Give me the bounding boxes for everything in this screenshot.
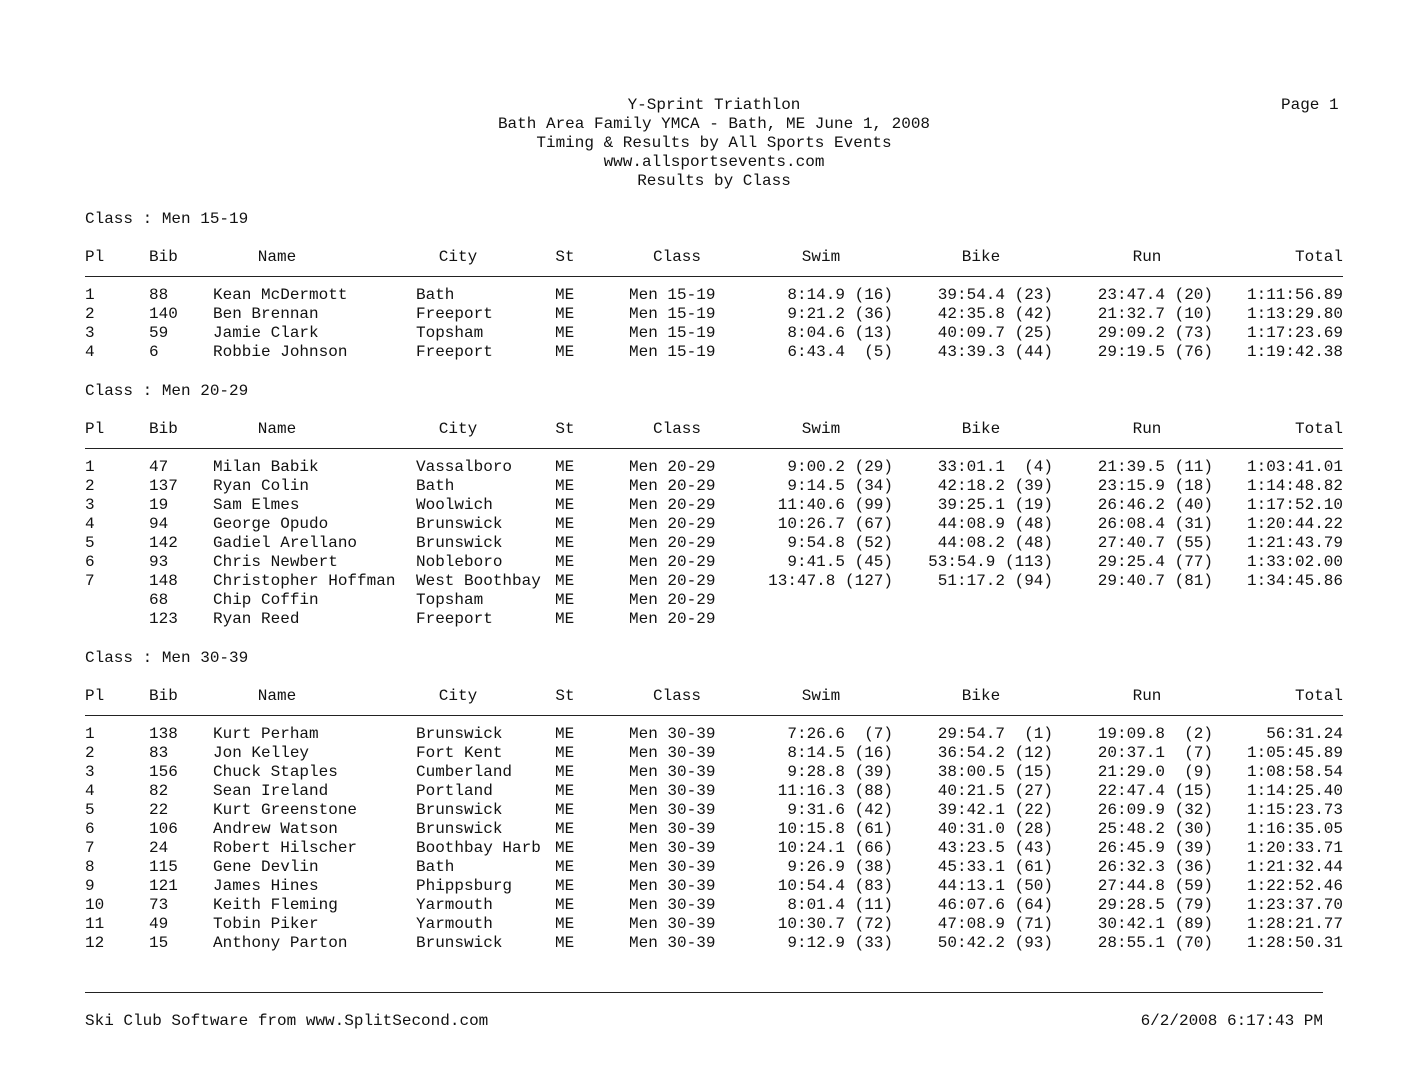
cell-bib: 59 — [149, 324, 169, 342]
cell-swim: 9:12.9 (33) — [787, 934, 893, 952]
column-header-class: Class — [652, 687, 702, 705]
cell-pl: 6 — [85, 820, 95, 838]
cell-run: 26:32.3 (36) — [1097, 858, 1213, 876]
cell-class: Men 30-39 — [629, 782, 716, 800]
cell-run: 23:47.4 (20) — [1097, 286, 1213, 304]
cell-swim: 11:40.6 (99) — [777, 496, 893, 514]
cell-bib: 93 — [149, 553, 169, 571]
cell-city: Phippsburg — [416, 877, 513, 895]
cell-bib: 121 — [149, 877, 178, 895]
cell-name: Milan Babik — [213, 458, 319, 476]
cell-swim: 10:15.8 (61) — [777, 820, 893, 838]
column-header-city: City — [438, 687, 478, 705]
cell-swim: 9:21.2 (36) — [787, 305, 893, 323]
cell-bib: 73 — [149, 896, 169, 914]
cell-city: Bath — [416, 858, 455, 876]
column-header-total: Total — [1294, 420, 1343, 438]
cell-class: Men 30-39 — [629, 934, 716, 952]
class-heading: Class : Men 15-19 — [85, 210, 249, 228]
cell-bike: 51:17.2 (94) — [937, 572, 1053, 590]
cell-total: 1:28:21.77 — [1246, 915, 1343, 933]
cell-city: Topsham — [416, 324, 484, 342]
cell-class: Men 20-29 — [629, 572, 716, 590]
cell-swim: 9:54.8 (52) — [787, 534, 893, 552]
report-title: Y-Sprint Triathlon — [627, 96, 801, 114]
cell-city: Yarmouth — [416, 915, 493, 933]
cell-swim: 9:28.8 (39) — [787, 763, 893, 781]
cell-run: 25:48.2 (30) — [1097, 820, 1213, 838]
cell-bib: 22 — [149, 801, 169, 819]
cell-bike: 44:08.9 (48) — [937, 515, 1053, 533]
cell-bike: 42:18.2 (39) — [937, 477, 1053, 495]
cell-pl: 5 — [85, 534, 95, 552]
cell-st: ME — [555, 934, 575, 952]
cell-run: 19:09.8 (2) — [1097, 725, 1213, 743]
cell-city: West Boothbay — [416, 572, 541, 590]
cell-city: Vassalboro — [416, 458, 513, 476]
class-heading: Class : Men 30-39 — [85, 649, 249, 667]
cell-st: ME — [555, 286, 575, 304]
cell-city: Fort Kent — [416, 744, 503, 762]
cell-name: Sean Ireland — [213, 782, 329, 800]
cell-swim: 10:30.7 (72) — [777, 915, 893, 933]
cell-st: ME — [555, 324, 575, 342]
cell-total: 1:05:45.89 — [1246, 744, 1343, 762]
cell-class: Men 30-39 — [629, 763, 716, 781]
cell-class: Men 15-19 — [629, 324, 716, 342]
cell-run: 27:40.7 (55) — [1097, 534, 1213, 552]
cell-bib: 24 — [149, 839, 169, 857]
cell-class: Men 30-39 — [629, 744, 716, 762]
cell-bib: 156 — [149, 763, 178, 781]
cell-bib: 115 — [149, 858, 178, 876]
cell-st: ME — [555, 534, 575, 552]
cell-name: Jamie Clark — [213, 324, 319, 342]
cell-st: ME — [555, 477, 575, 495]
cell-bike: 39:25.1 (19) — [937, 496, 1053, 514]
cell-total: 1:23:37.70 — [1246, 896, 1343, 914]
cell-bib: 83 — [149, 744, 169, 762]
cell-name: Jon Kelley — [213, 744, 310, 762]
cell-bib: 19 — [149, 496, 169, 514]
cell-st: ME — [555, 572, 575, 590]
cell-swim: 11:16.3 (88) — [777, 782, 893, 800]
column-header-bib: Bib — [149, 420, 178, 438]
cell-total: 1:15:23.73 — [1246, 801, 1343, 819]
column-header-bib: Bib — [149, 248, 178, 266]
cell-bike: 53:54.9 (113) — [928, 553, 1053, 571]
cell-st: ME — [555, 858, 575, 876]
cell-swim: 8:14.5 (16) — [787, 744, 893, 762]
cell-bib: 140 — [149, 305, 178, 323]
column-header-run: Run — [1132, 420, 1162, 438]
cell-pl: 4 — [85, 343, 95, 361]
column-header-run: Run — [1132, 248, 1162, 266]
cell-class: Men 30-39 — [629, 820, 716, 838]
cell-city: Woolwich — [416, 496, 493, 514]
cell-run: 21:39.5 (11) — [1097, 458, 1213, 476]
column-header-st: St — [555, 687, 575, 705]
cell-class: Men 20-29 — [629, 496, 716, 514]
cell-st: ME — [555, 305, 575, 323]
cell-total: 1:19:42.38 — [1246, 343, 1343, 361]
cell-total: 1:22:52.46 — [1246, 877, 1343, 895]
cell-class: Men 30-39 — [629, 725, 716, 743]
cell-swim: 7:26.6 (7) — [787, 725, 893, 743]
cell-total: 1:17:52.10 — [1246, 496, 1343, 514]
cell-pl: 7 — [85, 839, 95, 857]
cell-pl: 7 — [85, 572, 95, 590]
cell-bike: 33:01.1 (4) — [937, 458, 1053, 476]
cell-bike: 29:54.7 (1) — [937, 725, 1053, 743]
cell-total: 1:13:29.80 — [1246, 305, 1343, 323]
cell-st: ME — [555, 610, 575, 628]
cell-run: 29:25.4 (77) — [1097, 553, 1213, 571]
cell-st: ME — [555, 725, 575, 743]
cell-total: 56:31.24 — [1266, 725, 1343, 743]
cell-name: James Hines — [213, 877, 319, 895]
cell-pl: 6 — [85, 553, 95, 571]
cell-pl: 1 — [85, 458, 95, 476]
cell-city: Brunswick — [416, 515, 503, 533]
cell-run: 21:29.0 (9) — [1097, 763, 1213, 781]
website-line: www.allsportsevents.com — [603, 153, 825, 171]
cell-class: Men 15-19 — [629, 305, 716, 323]
page-number: Page 1 — [1281, 96, 1339, 114]
cell-st: ME — [555, 877, 575, 895]
column-header-name: Name — [257, 687, 297, 705]
cell-class: Men 30-39 — [629, 858, 716, 876]
cell-st: ME — [555, 839, 575, 857]
cell-bib: 49 — [149, 915, 169, 933]
cell-class: Men 20-29 — [629, 610, 716, 628]
cell-city: Nobleboro — [416, 553, 503, 571]
cell-bike: 39:42.1 (22) — [937, 801, 1053, 819]
cell-name: Gadiel Arellano — [213, 534, 358, 552]
cell-class: Men 30-39 — [629, 915, 716, 933]
cell-total: 1:20:44.22 — [1246, 515, 1343, 533]
cell-run: 22:47.4 (15) — [1097, 782, 1213, 800]
cell-name: Anthony Parton — [213, 934, 348, 952]
cell-run: 29:09.2 (73) — [1097, 324, 1213, 342]
cell-bike: 43:39.3 (44) — [937, 343, 1053, 361]
cell-class: Men 20-29 — [629, 515, 716, 533]
cell-name: Chris Newbert — [213, 553, 338, 571]
cell-total: 1:28:50.31 — [1246, 934, 1343, 952]
cell-name: Tobin Piker — [213, 915, 319, 933]
cell-city: Bath — [416, 286, 455, 304]
cell-name: Christopher Hoffman — [213, 572, 396, 590]
cell-run: 28:55.1 (70) — [1097, 934, 1213, 952]
cell-bib: 123 — [149, 610, 178, 628]
cell-bike: 44:08.2 (48) — [937, 534, 1053, 552]
cell-run: 26:08.4 (31) — [1097, 515, 1213, 533]
cell-bike: 36:54.2 (12) — [937, 744, 1053, 762]
cell-run: 26:46.2 (40) — [1097, 496, 1213, 514]
cell-st: ME — [555, 801, 575, 819]
cell-swim: 9:26.9 (38) — [787, 858, 893, 876]
cell-name: Robert Hilscher — [213, 839, 358, 857]
cell-st: ME — [555, 915, 575, 933]
cell-total: 1:20:33.71 — [1246, 839, 1343, 857]
cell-pl: 1 — [85, 725, 95, 743]
column-header-bike: Bike — [961, 687, 1001, 705]
cell-total: 1:03:41.01 — [1246, 458, 1343, 476]
cell-name: Ben Brennan — [213, 305, 319, 323]
cell-name: Ryan Reed — [213, 610, 300, 628]
footer-software: Ski Club Software from www.SplitSecond.com — [85, 1012, 489, 1030]
cell-bike: 38:00.5 (15) — [937, 763, 1053, 781]
cell-name: Andrew Watson — [213, 820, 338, 838]
cell-run: 23:15.9 (18) — [1097, 477, 1213, 495]
cell-bib: 82 — [149, 782, 169, 800]
footer-timestamp: 6/2/2008 6:17:43 PM — [1140, 1012, 1323, 1030]
cell-name: Robbie Johnson — [213, 343, 348, 361]
cell-city: Cumberland — [416, 763, 513, 781]
cell-total: 1:16:35.05 — [1246, 820, 1343, 838]
cell-pl: 12 — [85, 934, 105, 952]
column-header-total: Total — [1294, 248, 1343, 266]
cell-class: Men 30-39 — [629, 896, 716, 914]
cell-run: 29:28.5 (79) — [1097, 896, 1213, 914]
cell-city: Portland — [416, 782, 493, 800]
cell-run: 26:09.9 (32) — [1097, 801, 1213, 819]
cell-total: 1:21:43.79 — [1246, 534, 1343, 552]
cell-pl: 2 — [85, 305, 95, 323]
cell-st: ME — [555, 553, 575, 571]
column-header-pl: Pl — [85, 248, 105, 266]
cell-swim: 8:04.6 (13) — [787, 324, 893, 342]
cell-class: Men 15-19 — [629, 286, 716, 304]
cell-st: ME — [555, 820, 575, 838]
column-header-class: Class — [652, 248, 702, 266]
cell-bib: 15 — [149, 934, 169, 952]
cell-st: ME — [555, 782, 575, 800]
cell-run: 29:19.5 (76) — [1097, 343, 1213, 361]
column-header-class: Class — [652, 420, 702, 438]
cell-swim: 8:01.4 (11) — [787, 896, 893, 914]
column-header-bike: Bike — [961, 248, 1001, 266]
cell-pl: 3 — [85, 324, 95, 342]
cell-city: Topsham — [416, 591, 484, 609]
cell-bib: 88 — [149, 286, 169, 304]
cell-pl: 1 — [85, 286, 95, 304]
cell-bike: 50:42.2 (93) — [937, 934, 1053, 952]
column-header-swim: Swim — [801, 687, 841, 705]
cell-pl: 2 — [85, 744, 95, 762]
cell-city: Brunswick — [416, 820, 503, 838]
cell-bib: 138 — [149, 725, 178, 743]
cell-bib: 142 — [149, 534, 178, 552]
report-subtitle: Results by Class — [637, 172, 791, 190]
timing-line: Timing & Results by All Sports Events — [536, 134, 892, 152]
cell-bike: 40:21.5 (27) — [937, 782, 1053, 800]
column-header-bib: Bib — [149, 687, 178, 705]
cell-city: Brunswick — [416, 934, 503, 952]
cell-name: Keith Fleming — [213, 896, 338, 914]
cell-city: Freeport — [416, 610, 493, 628]
column-header-total: Total — [1294, 687, 1343, 705]
cell-city: Brunswick — [416, 801, 503, 819]
column-header-st: St — [555, 420, 575, 438]
cell-bib: 6 — [149, 343, 159, 361]
cell-bike: 46:07.6 (64) — [937, 896, 1053, 914]
cell-bib: 106 — [149, 820, 178, 838]
cell-bib: 94 — [149, 515, 169, 533]
cell-swim: 10:54.4 (83) — [777, 877, 893, 895]
column-header-city: City — [438, 420, 478, 438]
cell-bike: 42:35.8 (42) — [937, 305, 1053, 323]
cell-name: Sam Elmes — [213, 496, 300, 514]
cell-total: 1:14:48.82 — [1246, 477, 1343, 495]
cell-pl: 11 — [85, 915, 105, 933]
cell-total: 1:17:23.69 — [1246, 324, 1343, 342]
cell-class: Men 20-29 — [629, 458, 716, 476]
cell-name: Gene Devlin — [213, 858, 319, 876]
cell-class: Men 20-29 — [629, 534, 716, 552]
cell-class: Men 30-39 — [629, 839, 716, 857]
cell-bib: 148 — [149, 572, 178, 590]
column-header-name: Name — [257, 420, 297, 438]
cell-swim: 10:26.7 (67) — [777, 515, 893, 533]
cell-bib: 47 — [149, 458, 169, 476]
header-divider — [85, 448, 1343, 449]
cell-pl: 4 — [85, 515, 95, 533]
cell-swim: 9:14.5 (34) — [787, 477, 893, 495]
cell-st: ME — [555, 591, 575, 609]
cell-run: 21:32.7 (10) — [1097, 305, 1213, 323]
cell-st: ME — [555, 496, 575, 514]
cell-city: Brunswick — [416, 725, 503, 743]
cell-bike: 43:23.5 (43) — [937, 839, 1053, 857]
cell-total: 1:08:58.54 — [1246, 763, 1343, 781]
cell-swim: 9:31.6 (42) — [787, 801, 893, 819]
cell-run: 29:40.7 (81) — [1097, 572, 1213, 590]
cell-pl: 4 — [85, 782, 95, 800]
cell-run: 26:45.9 (39) — [1097, 839, 1213, 857]
cell-run: 30:42.1 (89) — [1097, 915, 1213, 933]
column-header-name: Name — [257, 248, 297, 266]
column-header-run: Run — [1132, 687, 1162, 705]
cell-run: 27:44.8 (59) — [1097, 877, 1213, 895]
cell-city: Yarmouth — [416, 896, 493, 914]
header-divider — [85, 715, 1343, 716]
cell-swim: 9:00.2 (29) — [787, 458, 893, 476]
cell-swim: 10:24.1 (66) — [777, 839, 893, 857]
cell-name: Kurt Greenstone — [213, 801, 358, 819]
cell-bike: 40:31.0 (28) — [937, 820, 1053, 838]
cell-run: 20:37.1 (7) — [1097, 744, 1213, 762]
cell-name: Chip Coffin — [213, 591, 319, 609]
cell-st: ME — [555, 515, 575, 533]
cell-city: Brunswick — [416, 534, 503, 552]
cell-class: Men 30-39 — [629, 801, 716, 819]
cell-class: Men 15-19 — [629, 343, 716, 361]
column-header-bike: Bike — [961, 420, 1001, 438]
cell-pl: 5 — [85, 801, 95, 819]
cell-bike: 44:13.1 (50) — [937, 877, 1053, 895]
cell-city: Boothbay Harb — [416, 839, 541, 857]
cell-st: ME — [555, 343, 575, 361]
cell-swim: 6:43.4 (5) — [787, 343, 893, 361]
cell-st: ME — [555, 458, 575, 476]
cell-bib: 137 — [149, 477, 178, 495]
cell-st: ME — [555, 744, 575, 762]
cell-swim: 9:41.5 (45) — [787, 553, 893, 571]
cell-total: 1:33:02.00 — [1246, 553, 1343, 571]
footer-divider — [85, 992, 1323, 993]
cell-bike: 40:09.7 (25) — [937, 324, 1053, 342]
column-header-swim: Swim — [801, 420, 841, 438]
header-divider — [85, 276, 1343, 277]
column-header-city: City — [438, 248, 478, 266]
cell-pl: 3 — [85, 496, 95, 514]
cell-class: Men 20-29 — [629, 553, 716, 571]
cell-bike: 45:33.1 (61) — [937, 858, 1053, 876]
cell-st: ME — [555, 763, 575, 781]
column-header-pl: Pl — [85, 420, 105, 438]
column-header-swim: Swim — [801, 248, 841, 266]
cell-name: Ryan Colin — [213, 477, 310, 495]
cell-name: Chuck Staples — [213, 763, 338, 781]
cell-bike: 39:54.4 (23) — [937, 286, 1053, 304]
cell-class: Men 20-29 — [629, 477, 716, 495]
cell-name: Kurt Perham — [213, 725, 319, 743]
cell-pl: 10 — [85, 896, 105, 914]
class-heading: Class : Men 20-29 — [85, 382, 249, 400]
column-header-pl: Pl — [85, 687, 105, 705]
cell-class: Men 30-39 — [629, 877, 716, 895]
cell-name: Kean McDermott — [213, 286, 348, 304]
cell-city: Freeport — [416, 343, 493, 361]
cell-bike: 47:08.9 (71) — [937, 915, 1053, 933]
cell-pl: 3 — [85, 763, 95, 781]
cell-city: Freeport — [416, 305, 493, 323]
cell-pl: 9 — [85, 877, 95, 895]
cell-name: George Opudo — [213, 515, 329, 533]
cell-swim: 8:14.9 (16) — [787, 286, 893, 304]
cell-swim: 13:47.8 (127) — [768, 572, 893, 590]
cell-bib: 68 — [149, 591, 169, 609]
cell-total: 1:21:32.44 — [1246, 858, 1343, 876]
event-line: Bath Area Family YMCA - Bath, ME June 1, 2008 — [497, 115, 931, 133]
cell-city: Bath — [416, 477, 455, 495]
cell-total: 1:34:45.86 — [1246, 572, 1343, 590]
cell-st: ME — [555, 896, 575, 914]
cell-pl: 8 — [85, 858, 95, 876]
cell-total: 1:11:56.89 — [1246, 286, 1343, 304]
cell-pl: 2 — [85, 477, 95, 495]
cell-total: 1:14:25.40 — [1246, 782, 1343, 800]
column-header-st: St — [555, 248, 575, 266]
cell-class: Men 20-29 — [629, 591, 716, 609]
